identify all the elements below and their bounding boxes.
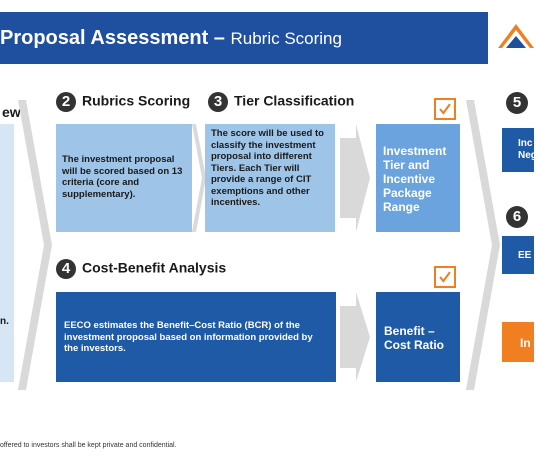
step6-box [502,236,534,274]
tier-box [376,124,460,232]
step6-text: EE [518,250,532,261]
step3-box [205,124,335,232]
arrow-step3-to-tier-icon [340,124,370,232]
tier-box-label: Investment Tier and Incentive Package Range [383,144,447,214]
step5-text-line2: Neg [518,150,537,161]
step3-heading [208,92,354,112]
page-title-main: Proposal Assessment – [0,27,231,49]
step5-number: 5 [506,92,528,114]
chevron-arrow-icon [466,100,500,390]
bcr-box [376,292,460,382]
step4-heading [56,259,226,279]
step2-title: Rubrics Scoring [82,92,191,109]
bcr-box-label: Benefit – Cost Ratio [384,324,444,352]
arrow-step4-to-bcr-icon [340,292,370,382]
step4-box [56,292,336,382]
chevron-arrow-icon [18,100,52,390]
left-text-fragment: n. [0,316,9,327]
step6-number: 6 [506,206,528,228]
step2-heading [56,92,190,112]
checkbox-checked-icon [434,98,456,120]
page-title [0,27,342,50]
arrow-step2-to-3-icon [192,124,206,232]
step3-number: 3 [208,92,228,112]
step4-title: Cost-Benefit Analysis [82,259,227,276]
step4-text: EECO estimates the Benefit–Cost Ratio (BCR) of the investment proposal based on information provided by the investors. [64,320,313,354]
logo-icon [488,12,534,64]
step5-text-line1: Inc [518,138,533,149]
step3-title: Tier Classification [234,92,355,109]
orange-result-text: In [520,336,531,350]
step5-box [502,128,537,172]
left-heading-fragment: ew [2,104,21,120]
checkbox-checked-icon [434,266,456,288]
step2-number: 2 [56,92,76,112]
page-subtitle: Rubric Scoring [230,29,342,48]
step2-box [56,124,192,232]
step4-number: 4 [56,259,76,279]
step2-text: The investment proposal will be scored based on 13 criteria (core and supplementary). [62,154,183,200]
orange-result-box [502,322,534,362]
footer-note: offered to investors shall be kept private and confidential. [0,442,177,449]
step3-text: The score will be used to classify the investment proposal into different Tiers. Each Tier will provide a range of CIT exemptions and other incentives. [211,128,324,208]
left-panel-box [0,124,14,382]
